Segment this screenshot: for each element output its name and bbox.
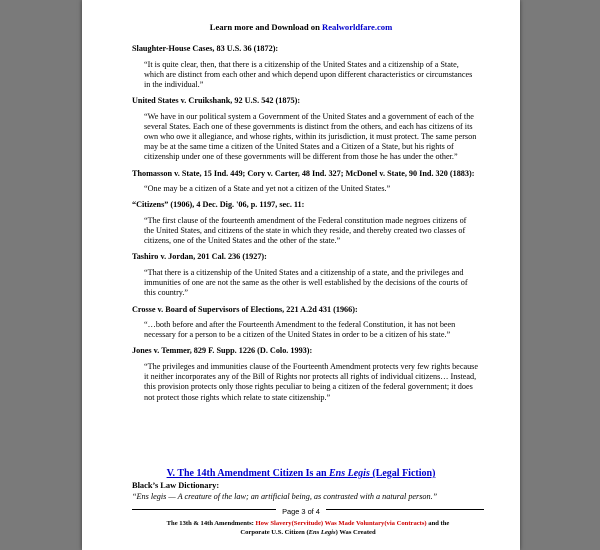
case-quote: “We have in our political system a Government of the United States and a government of each of the several States. Each one of these governments is distinct from the others, and each has citizens of its own who owe it allegiance, and whose rights, within its jurisdiction, it must protect. The same person may be at the same time a citizen of the United States and a Citizen of a State, but his rights of citizenship under one of these governments will be different from those he has under the other.” — [144, 111, 477, 162]
case-title: Crosse v. Board of Supervisors of Elections, 221 A.2d 431 (1966): — [132, 304, 358, 314]
footer-part1: The 13th & 14th Amendments: — [166, 520, 256, 527]
page-indicator-text: Page 3 of 4 — [276, 507, 326, 516]
document-footer — [132, 519, 484, 537]
dictionary-block — [132, 481, 484, 502]
banner-prefix: Learn more and Download on — [209, 22, 323, 32]
case-title: Thomasson v. State, 15 Ind. 449; Cory v. Carter, 48 Ind. 327; McDonel v. State, 90 Ind. 320 (1883): — [132, 168, 475, 178]
case-quote: “…both before and after the Fourteenth Amendment to the federal Constitution, it has not been necessary for a person to be a citizen of the United States in order to be a citizen of his state.” — [144, 320, 456, 340]
case-entry — [132, 169, 484, 195]
document-page — [82, 0, 520, 550]
case-title: Jones v. Temmer, 829 F. Supp. 1226 (D. Colo. 1993): — [132, 346, 313, 356]
dictionary-definition: “Ens legis — A creature of the law; an artificial being, as contrasted with a natural person.” — [132, 492, 438, 501]
case-entry — [132, 96, 484, 163]
case-entry — [132, 346, 484, 402]
section-heading-prefix: V. The 14th Amendment Citizen Is an — [166, 468, 330, 479]
footer-part3: and the — [426, 520, 450, 527]
section-heading-suffix: (Legal Fiction) — [369, 468, 436, 479]
case-quote: “One may be a citizen of a State and yet not a citizen of the United States.” — [144, 184, 391, 194]
case-quote: “The first clause of the fourteenth amendment of the Federal constitution made negroes citizens of the United States, and citizens of the state in which they reside, and thereby created two classes of citizens, one of the United States and the other of the state.” — [144, 215, 467, 246]
footer-line2-a: Corporate U.S. Citizen ( — [240, 529, 309, 536]
case-entry — [132, 305, 484, 341]
case-title: United States v. Cruikshank, 92 U.S. 542 (1875): — [132, 96, 301, 106]
case-entry — [132, 200, 484, 246]
case-title: Slaughter-House Cases, 83 U.S. 36 (1872): — [132, 44, 279, 53]
footer-red-text: How Slavery(Servitude) Was Made Voluntary(via Contracts) — [255, 520, 427, 527]
download-banner — [82, 22, 520, 32]
footer-line2-b: ) Was Created — [335, 529, 376, 536]
section-heading-italic: Ens Legis — [329, 468, 370, 479]
site-link[interactable]: Realworldfare.com — [322, 22, 393, 32]
case-quote: “It is quite clear, then, that there is a citizenship of the United States and a citizenship of a State, which are distinct from each other and which depend upon different characteristics or circumstances in the individual.” — [144, 59, 473, 89]
case-entry — [132, 44, 484, 90]
case-entry — [132, 252, 484, 298]
case-title: Tashiro v. Jordan, 201 Cal. 236 (1927): — [132, 252, 267, 262]
case-list — [132, 44, 484, 409]
case-quote: “That there is a citizenship of the United States and a citizenship of a state, and the privileges and immunities of one are not the same as the other is well established by the decisions of the courts of this country.” — [144, 267, 468, 298]
footer-line2-italic: Ens Legis — [308, 529, 336, 536]
dictionary-title: Black’s Law Dictionary: — [132, 481, 220, 490]
section-heading-link[interactable] — [82, 468, 520, 479]
case-title: “Citizens” (1906), 4 Dec. Dig. '06, p. 1197, sec. 11: — [132, 200, 305, 210]
case-quote: “The privileges and immunities clause of the Fourteenth Amendment protects very few rights because it neither incorporates any of the Bill of Rights nor protects all rights of individual citizens… Instead, this provision protects only those rights peculiar to being a citizen of the federal government; it does not protect those rights which relate to state citizenship.” — [144, 361, 478, 402]
page-indicator — [82, 507, 520, 516]
